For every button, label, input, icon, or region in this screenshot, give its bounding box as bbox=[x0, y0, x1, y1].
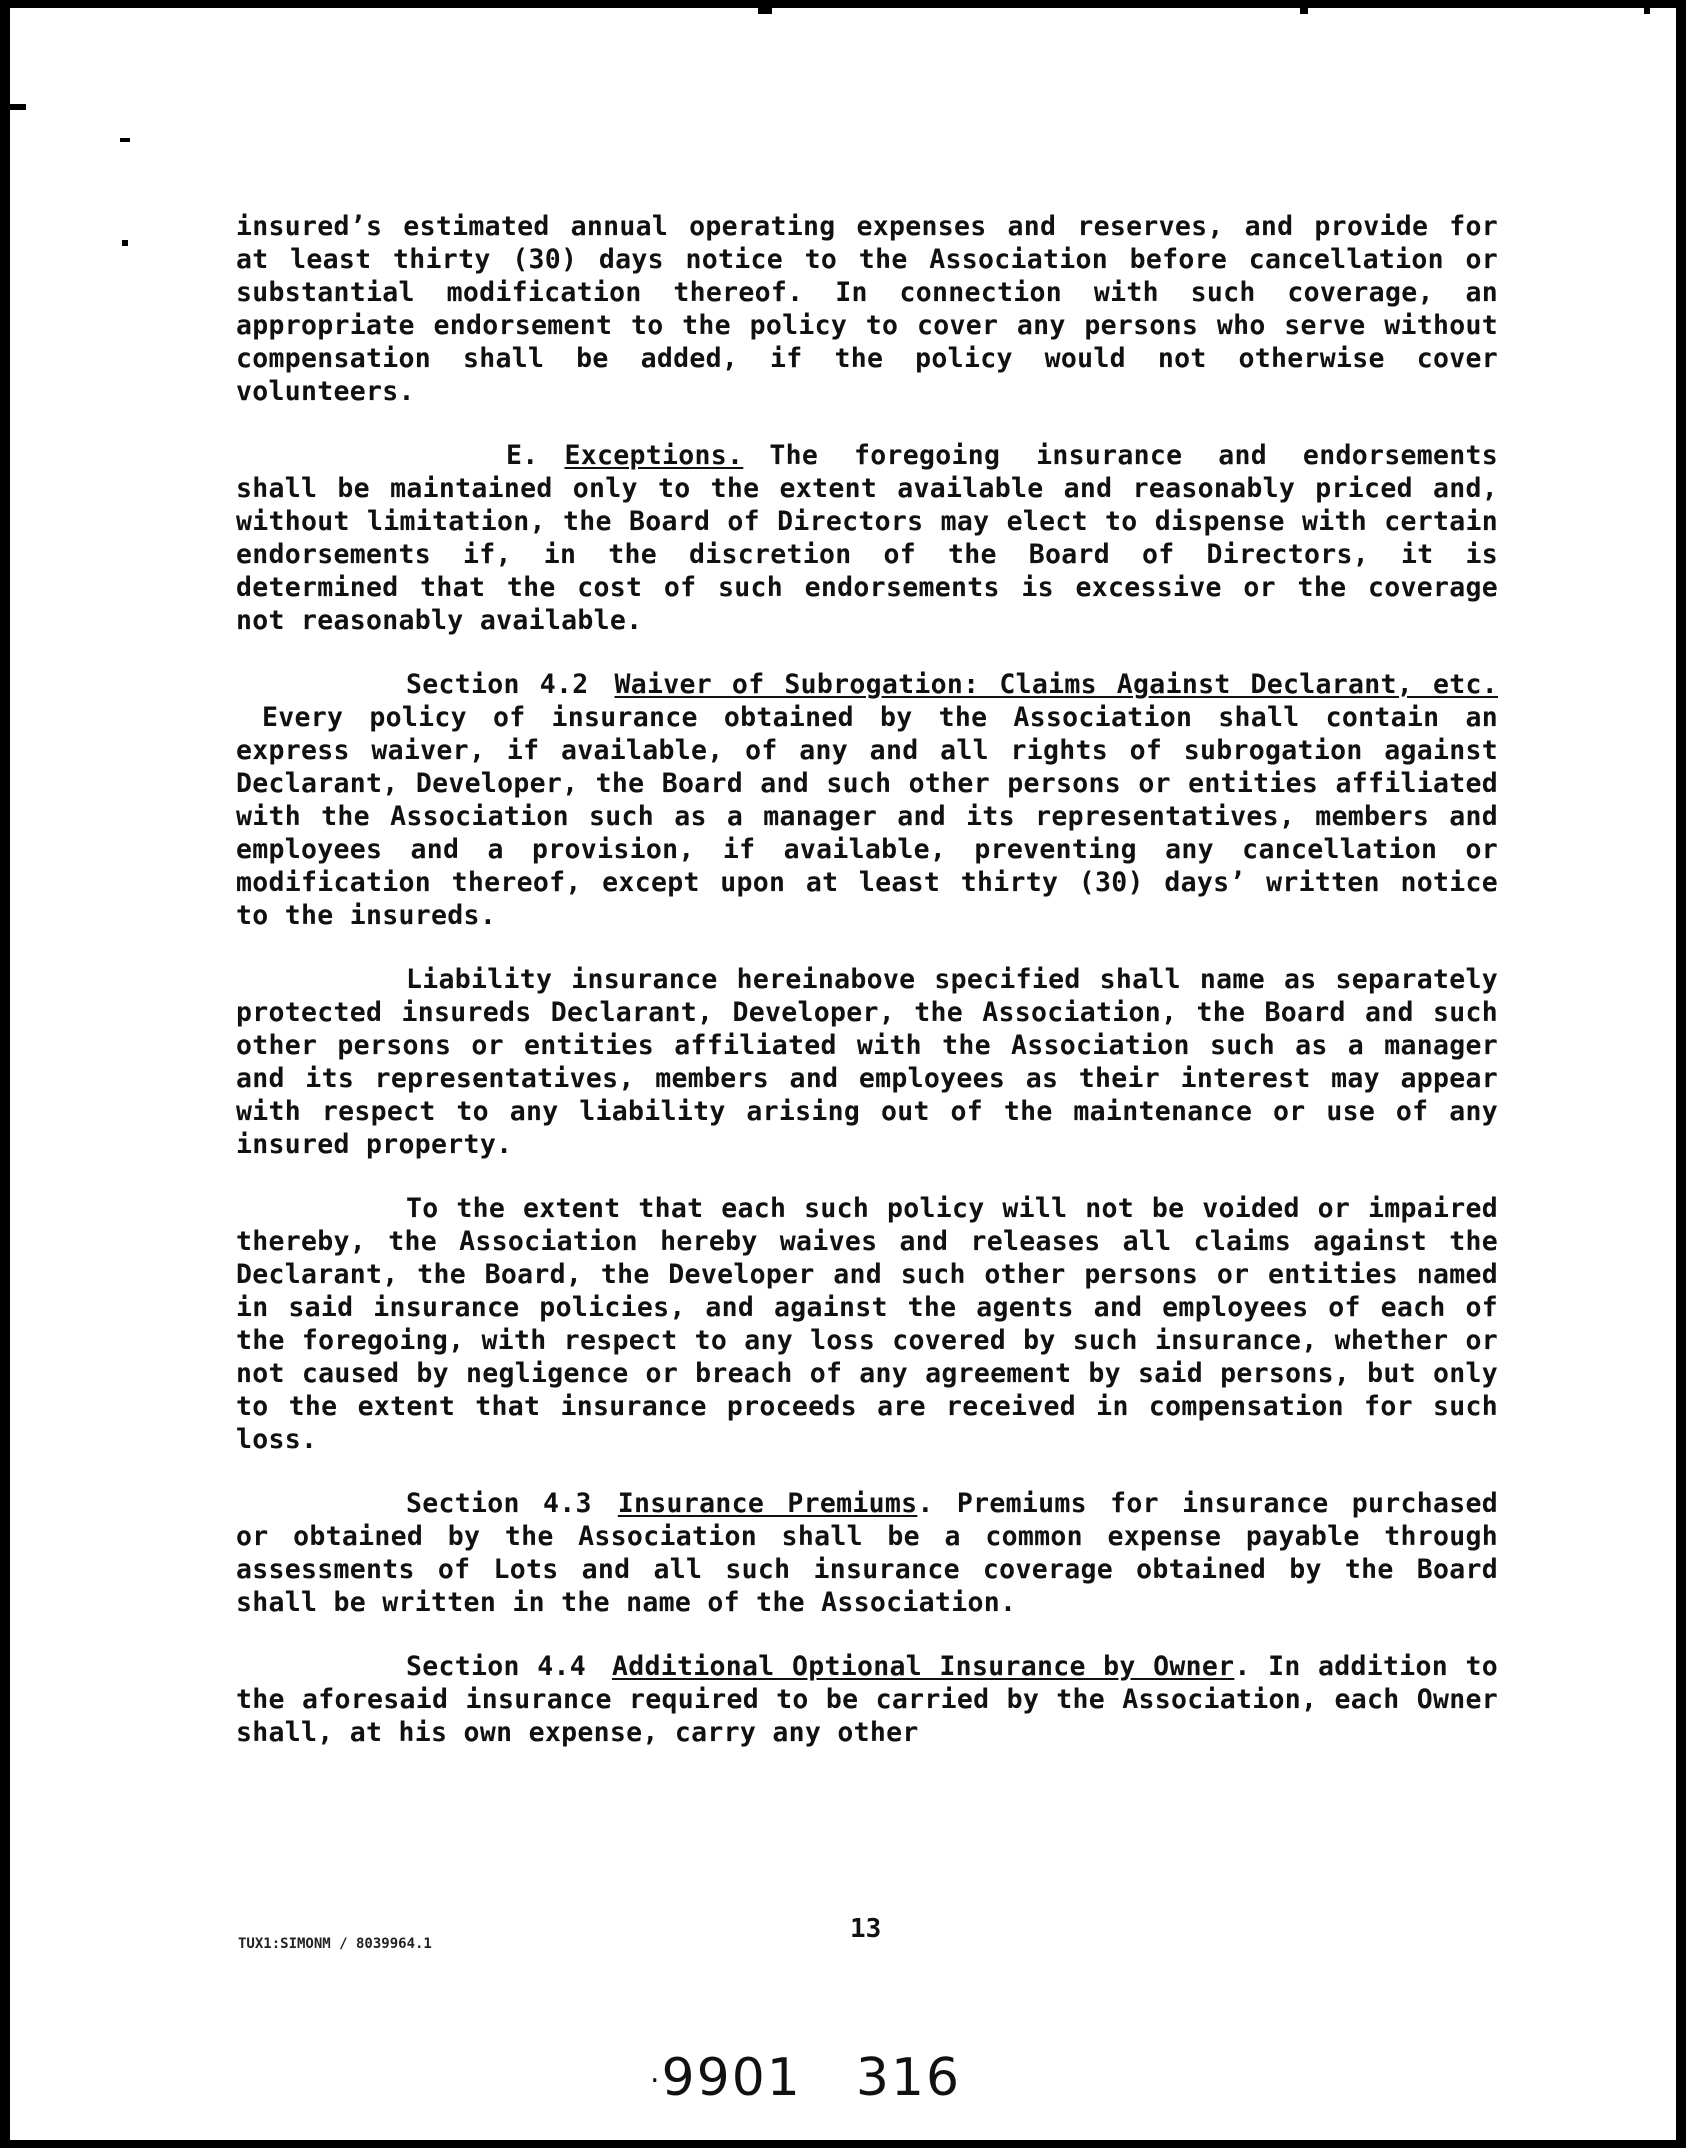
stamp-book-number: 9901 bbox=[661, 2048, 802, 2108]
paragraph-section-4-4 bbox=[236, 1650, 1498, 1749]
document-id: TUX1:SIMONM / 8039964.1 bbox=[238, 1936, 432, 1952]
section-4-3-text: . Premiums for insurance purchased or obtained by the Association shall be a common expense payable through assessments of Lots and all such insurance coverage obtained by the Board shall be written in the name of the Association. bbox=[236, 1488, 1498, 1618]
section-4-4-text: . In addition to the aforesaid insurance required to be carried by the Association, each Owner shall, at his own expense, carry any other bbox=[236, 1651, 1498, 1748]
exceptions-label: E. bbox=[506, 440, 539, 471]
section-4-4-number: Section 4.4 bbox=[406, 1651, 586, 1682]
scan-artifact bbox=[758, 8, 772, 14]
paragraph-liability: Liability insurance hereinabove specified shall name as separately protected insureds Declarant, Developer, the Association, the Board and such other persons or entities affiliated with the Association such as a manager and its representatives, members and employees as their interest may appear with respect to any liability arising out of the maintenance or use of any insured property. bbox=[236, 964, 1498, 1160]
stamp-page-number: 316 bbox=[855, 2048, 962, 2108]
scan-artifact bbox=[1644, 8, 1650, 14]
paragraph-insured-expenses: insured’s estimated annual operating expenses and reserves, and provide for at least thirty (30) days notice to the Association before cancellation or substantial modification thereof. In connection with such coverage, an appropriate endorsement to the policy to cover any persons who serve without compensation shall be added, if the policy would not otherwise cover volunteers. bbox=[236, 211, 1498, 407]
section-4-3-heading: Insurance Premiums bbox=[617, 1488, 918, 1519]
paragraph-section-4-3 bbox=[236, 1487, 1498, 1619]
scan-artifact bbox=[120, 138, 130, 142]
section-4-2-heading: Waiver of Subrogation: Claims Against Declarant, etc. bbox=[614, 669, 1498, 700]
scan-artifact bbox=[1300, 8, 1308, 14]
exceptions-heading: Exceptions. bbox=[564, 440, 744, 471]
section-4-2-number: Section 4.2 bbox=[406, 669, 589, 700]
page-number: 13 bbox=[850, 1914, 882, 1944]
recording-stamp: ·9901 316 bbox=[650, 2048, 962, 2108]
exceptions-text: The foregoing insurance and endorsements shall be maintained only to the extent available and reasonably priced and, without limitation, the Board of Directors may elect to dispense with certain endorsements if, in the discretion of the Board of Directors, it is determined that the cost of such endorsements is excessive or the coverage not reasonably available. bbox=[236, 440, 1498, 636]
scan-artifact bbox=[10, 104, 26, 110]
document-page bbox=[10, 8, 1676, 2140]
section-4-4-heading: Additional Optional Insurance by Owner bbox=[611, 1651, 1235, 1682]
paragraph-exceptions bbox=[236, 439, 1498, 637]
paragraph-waiver: To the extent that each such policy will not be voided or impaired thereby, the Association hereby waives and releases all claims against the Declarant, the Board, the Developer and such other persons or entities named in said insurance policies, and against the agents and employees of each of the foregoing, with respect to any loss covered by such insurance, whether or not caused by negligence or breach of any agreement by said persons, but only to the extent that insurance proceeds are received in compensation for such loss. bbox=[236, 1193, 1498, 1455]
document-body bbox=[236, 210, 1498, 1780]
section-4-3-number: Section 4.3 bbox=[406, 1488, 592, 1519]
scan-artifact bbox=[122, 240, 128, 246]
section-4-2-text: Every policy of insurance obtained by the Association shall contain an express waiver, if available, of any and all rights of subrogation against Declarant, Developer, the Board and such other persons or entities affiliated with the Association such as a manager and its representatives, members and employees and a provision, if available, preventing any cancellation or modification thereof, except upon at least thirty (30) days’ written notice to the insureds. bbox=[236, 702, 1498, 931]
paragraph-section-4-2 bbox=[236, 668, 1498, 932]
